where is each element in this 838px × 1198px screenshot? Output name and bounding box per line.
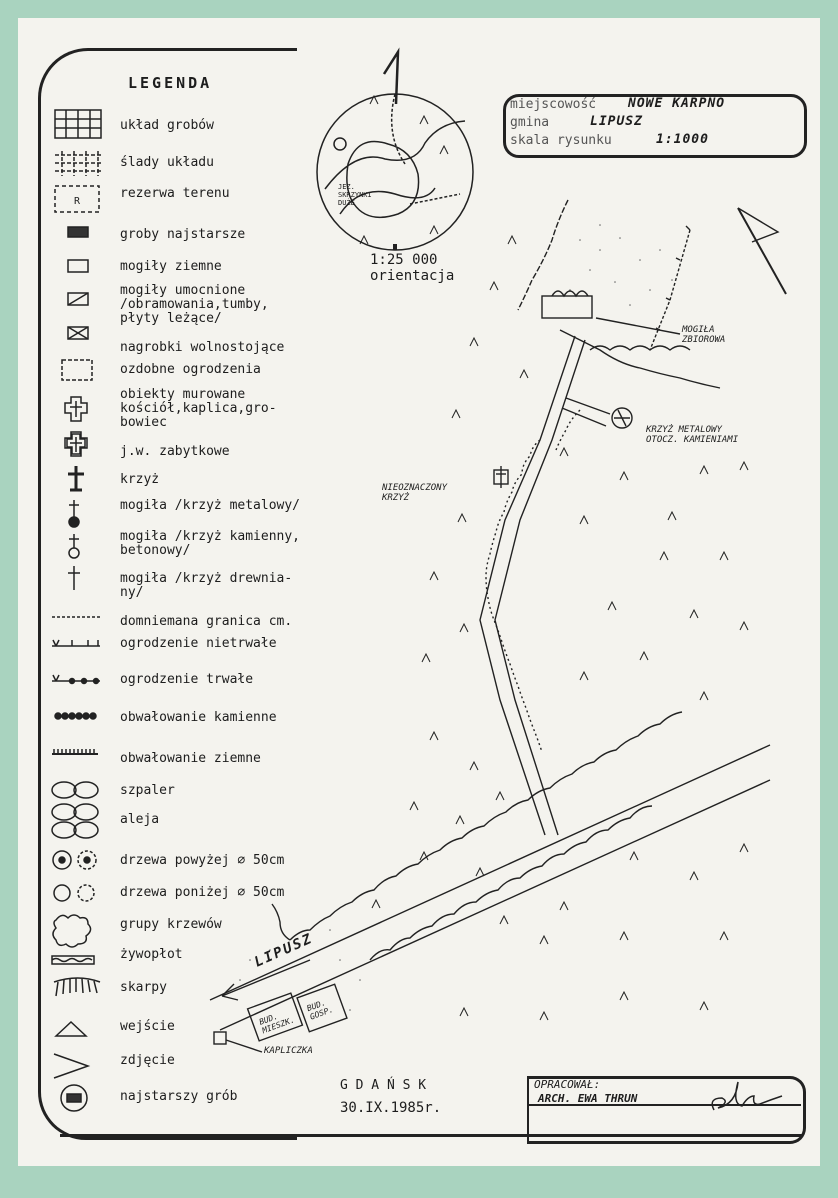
mass-grave [542,296,592,318]
legend-label-masonry-buildings: obiekty murowane kościół,kaplica,gro- bowiec [120,387,277,430]
farm-building-label: BUD. GOSP. [305,998,335,1022]
place-value: NOWE KARPNO [628,96,726,111]
commune-value: LIPUSZ [590,114,643,129]
footer-date: 30.IX.1985r. [340,1100,442,1116]
legend-label-entrance: wejście [120,1019,175,1034]
legend-label-stone-cross: mogiła /krzyż kamienny, betonowy/ [120,529,301,558]
commune-label: gmina [510,115,550,130]
signature [700,1074,790,1124]
inset-caption: orientacja [370,268,455,284]
legend-label-temporary-fence: ogrodzenie nietrwałe [120,636,277,651]
svg-text:R: R [74,196,81,207]
legend-label-photo: zdjęcie [120,1053,175,1068]
legend-label-land-reserve: rezerwa terenu [120,186,230,201]
legend-label-permanent-fence: ogrodzenie trwałe [120,672,254,687]
legend-title: LEGENDA [128,74,213,92]
lake-label: JEZ. SKRZYNKI DUŻE [338,183,372,207]
legend-label-earth-embankment: obwałowanie ziemne [120,751,261,766]
legend-label-decorative-fences: ozdobne ogrodzenia [120,362,261,377]
tree-line-west [518,200,568,310]
chapel [214,1032,226,1044]
residential-building-label: BUD. MIESZK. [257,1011,296,1036]
road-label: LIPUSZ [252,930,316,971]
legend-label-grave-grid: układ grobów [120,118,214,133]
north-arrow-icon [738,208,786,294]
legend-label-slopes: skarpy [120,980,167,995]
legend-label-shrubs: grupy krzewów [120,917,222,932]
place-label: miejscowość [510,97,597,112]
dotted-area [569,224,673,306]
legend-label-earth-graves: mogiły ziemne [120,259,222,274]
mass-grave-label: MOGIŁA ZBIOROWA [682,325,726,345]
legend-label-presumed-boundary: domniemana granica cm. [120,614,293,629]
inset-scale: 1:25 000 [370,252,438,268]
unmarked-cross-label: NIEOZNACZONY KRZYŻ [382,483,448,503]
legend-label-grid-traces: ślady układu [120,155,214,170]
legend-label-wooden-cross: mogiła /krzyż drewnia- ny/ [120,571,293,600]
author-name: ARCH. EWA THRUN [538,1092,638,1105]
metal-cross-label: KRZYŻ METALOWY OTOCZ. KAMIENIAMI [646,425,739,445]
legend-label-oldest-grave: najstarszy grób [120,1089,238,1104]
scale-label: skala rysunku [510,133,612,148]
legend-label-cross: krzyż [120,472,160,487]
road-north-edge [210,745,770,1000]
chapel-label: KAPLICZKA [264,1046,313,1056]
legend-label-metal-cross: mogiła /krzyż metalowy/ [120,498,301,513]
legend-label-large-trees: drzewa powyżej ∅ 50cm [120,853,285,868]
prepared-label: OPRACOWAŁ: [534,1078,601,1091]
scale-value: 1:1000 [656,132,709,147]
legend-label-hedge: żywopłot [120,947,183,962]
legend-label-stone-embankment: obwałowanie kamienne [120,710,277,725]
legend-label-freestanding-tombs: nagrobki wolnostojące [120,340,285,355]
legend-label-small-trees: drzewa poniżej ∅ 50cm [120,885,285,900]
footer-city: G D A Ń S K [340,1078,427,1093]
main-path [480,336,575,835]
legend-label-historic: j.w. zabytkowe [120,444,230,459]
legend-label-tree-row: szpaler [120,783,175,798]
legend-label-reinforced-graves: mogiły umocnione /obramowania,tumby, płyty leżące/ [120,283,269,326]
legend-label-avenue: aleja [120,812,160,827]
tree-marks [372,236,748,1020]
legend-label-oldest-graves: groby najstarsze [120,227,246,242]
